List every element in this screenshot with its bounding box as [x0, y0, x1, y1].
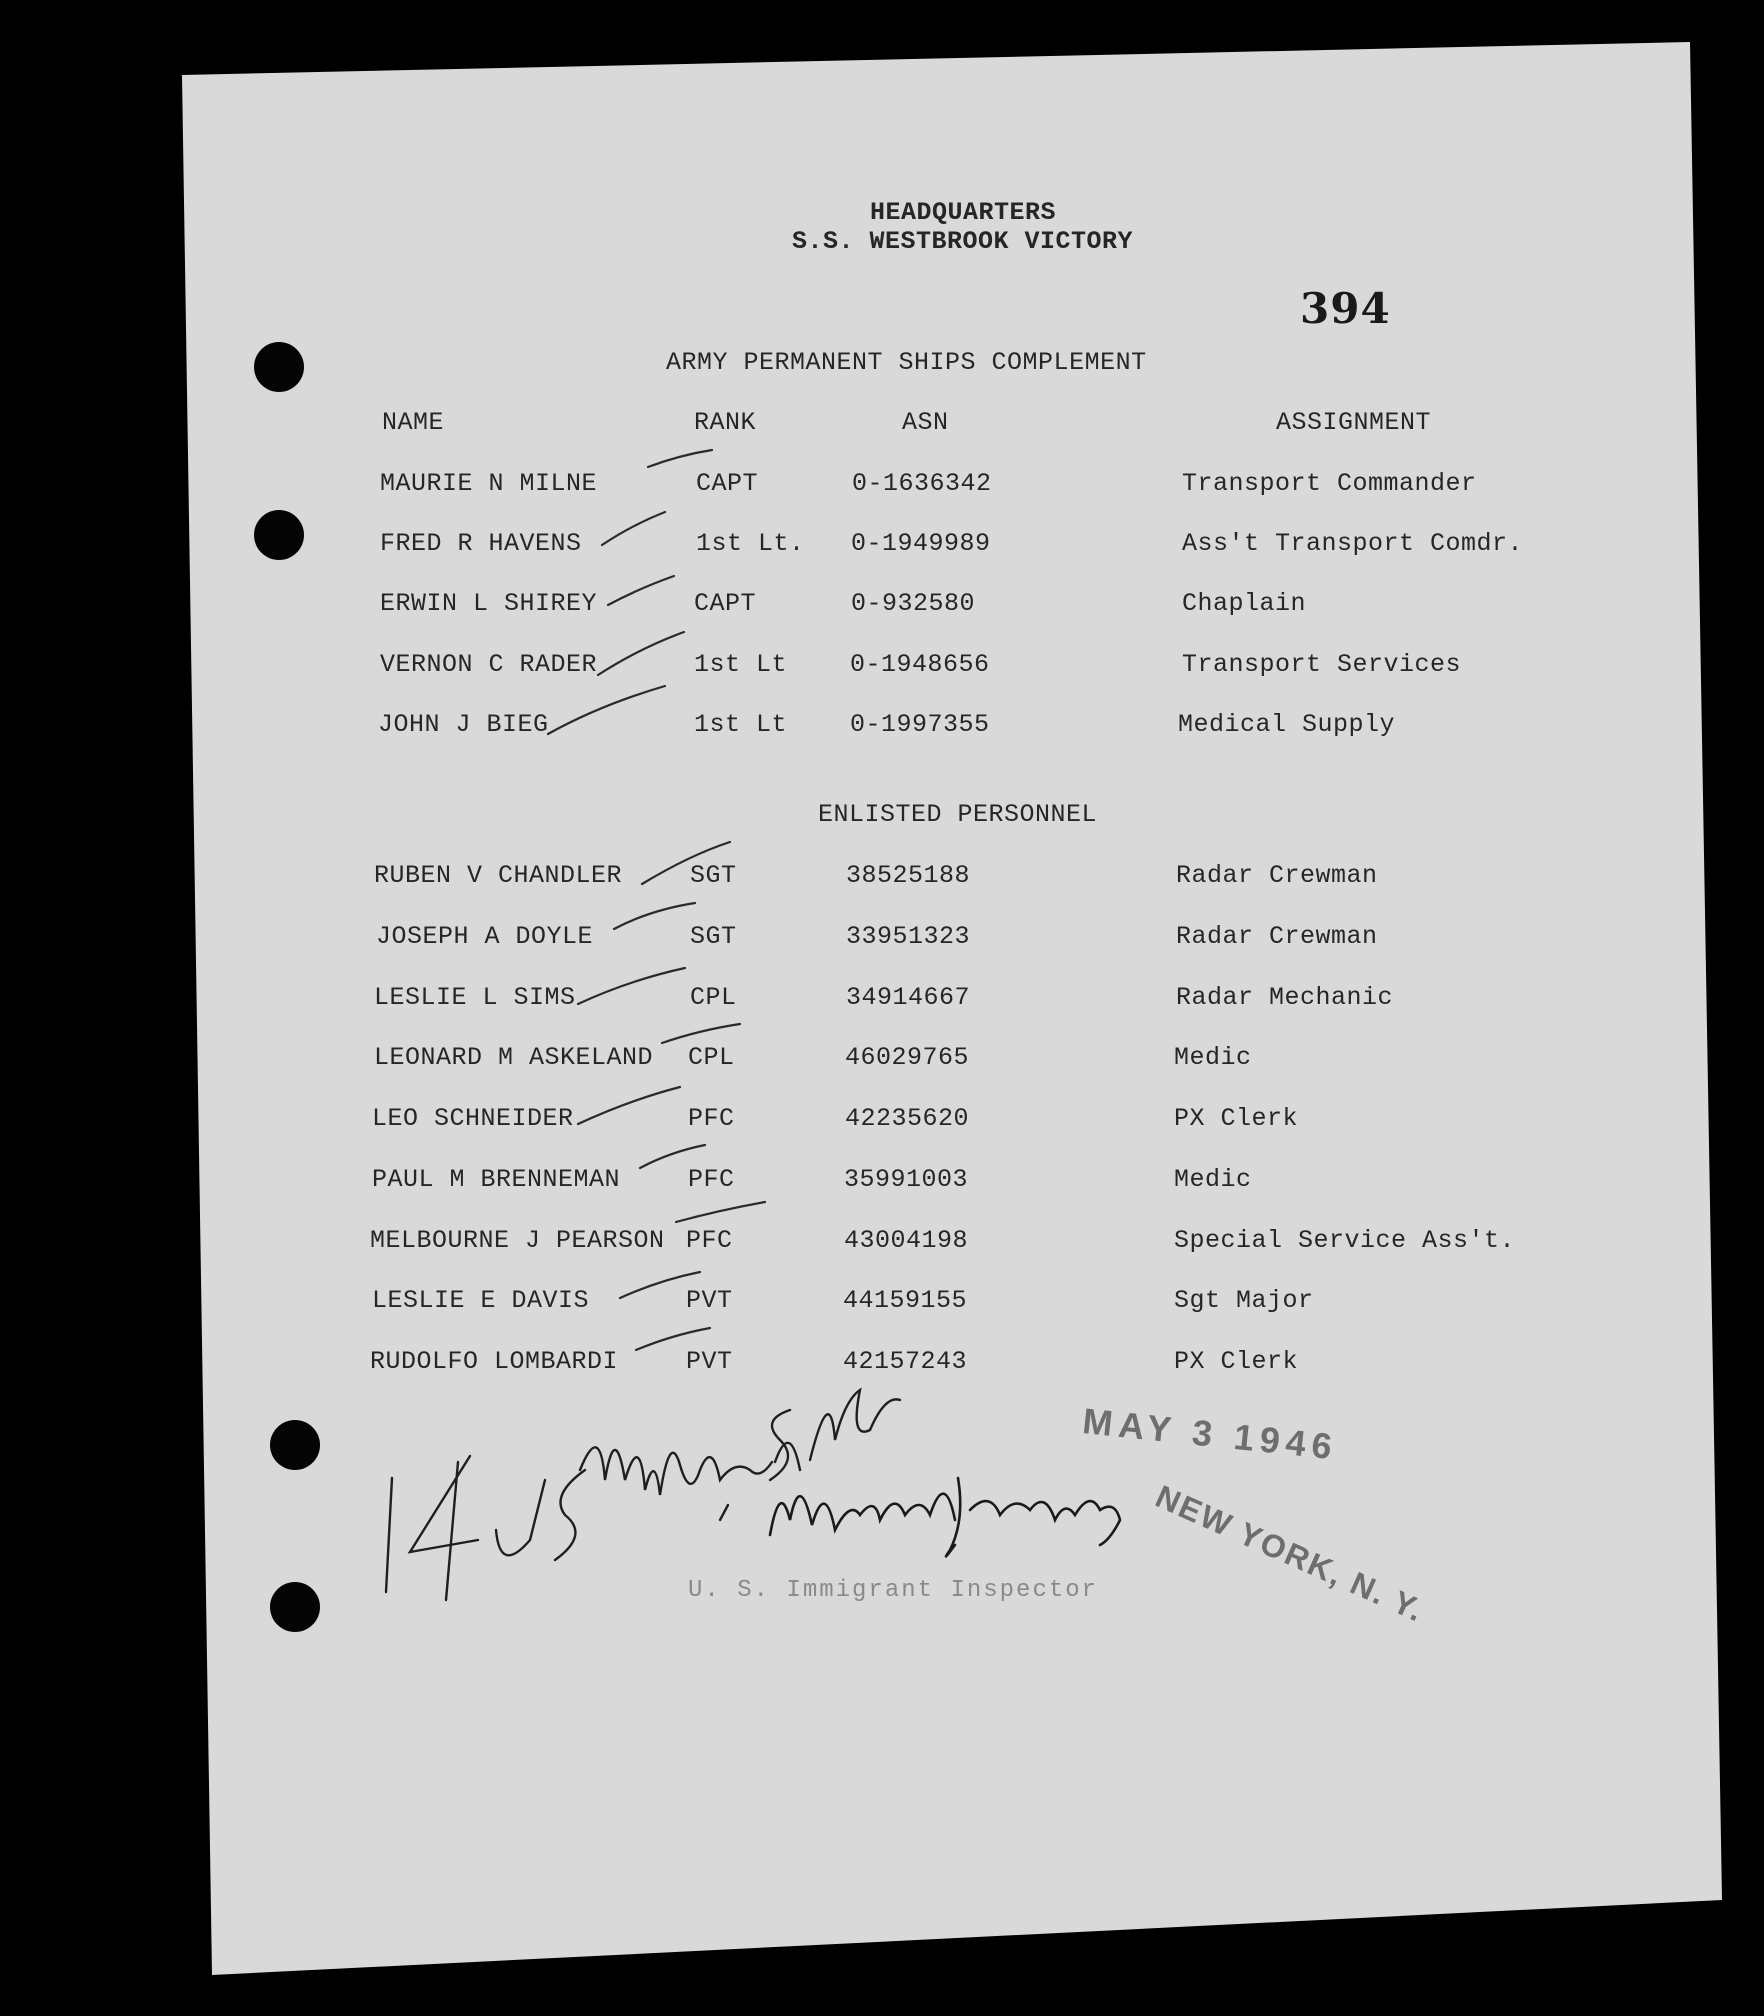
- punch-hole: [270, 1582, 320, 1632]
- enlisted-asn: 42157243: [843, 1347, 968, 1376]
- enlisted-assignment: Radar Crewman: [1176, 922, 1378, 951]
- enlisted-assignment: Medic: [1174, 1165, 1252, 1194]
- enlisted-asn: 46029765: [845, 1043, 970, 1072]
- enlisted-section-title: ENLISTED PERSONNEL: [818, 800, 1098, 829]
- enlisted-name: LESLIE L SIMS: [374, 983, 576, 1012]
- enlisted-asn: 33951323: [846, 922, 971, 951]
- place-stamp: NEW YORK, N. Y.: [1150, 1478, 1431, 1629]
- officer-rank: 1st Lt: [694, 650, 788, 679]
- officer-asn: 0-1636342: [852, 469, 992, 498]
- column-header-assignment: ASSIGNMENT: [1276, 408, 1432, 437]
- officer-assignment: Transport Commander: [1182, 469, 1477, 498]
- enlisted-asn: 35991003: [844, 1165, 969, 1194]
- enlisted-assignment: Sgt Major: [1174, 1286, 1314, 1315]
- page-number: 394: [1300, 284, 1391, 333]
- enlisted-assignment: Special Service Ass't.: [1174, 1226, 1516, 1255]
- enlisted-assignment: Medic: [1174, 1043, 1252, 1072]
- enlisted-assignment: Radar Mechanic: [1176, 983, 1394, 1012]
- officer-name: MAURIE N MILNE: [380, 469, 598, 498]
- enlisted-asn: 43004198: [844, 1226, 969, 1255]
- enlisted-rank: PVT: [686, 1347, 733, 1376]
- header-line-2: S.S. WESTBROOK VICTORY: [792, 227, 1134, 256]
- officer-name: FRED R HAVENS: [380, 529, 582, 558]
- enlisted-assignment: PX Clerk: [1174, 1347, 1299, 1376]
- officer-rank: 1st Lt.: [696, 529, 805, 558]
- enlisted-rank: PFC: [686, 1226, 733, 1255]
- officer-asn: 0-932580: [851, 589, 976, 618]
- header-line-1: HEADQUARTERS: [870, 198, 1057, 227]
- officer-name: VERNON C RADER: [380, 650, 598, 679]
- enlisted-rank: CPL: [690, 983, 737, 1012]
- date-stamp: MAY 3 1946: [1080, 1400, 1340, 1468]
- officer-name: ERWIN L SHIREY: [380, 589, 598, 618]
- officer-asn: 0-1949989: [851, 529, 991, 558]
- officer-asn: 0-1997355: [850, 710, 990, 739]
- enlisted-name: JOSEPH A DOYLE: [376, 922, 594, 951]
- enlisted-name: LEONARD M ASKELAND: [374, 1043, 654, 1072]
- punch-hole: [254, 510, 304, 560]
- officer-rank: CAPT: [694, 589, 757, 618]
- enlisted-assignment: PX Clerk: [1174, 1104, 1299, 1133]
- column-header-name: NAME: [382, 408, 445, 437]
- enlisted-asn: 44159155: [843, 1286, 968, 1315]
- enlisted-asn: 42235620: [845, 1104, 970, 1133]
- officer-assignment: Chaplain: [1182, 589, 1307, 618]
- enlisted-name: MELBOURNE J PEARSON: [370, 1226, 665, 1255]
- officer-rank: CAPT: [696, 469, 759, 498]
- punch-hole: [270, 1420, 320, 1470]
- column-header-rank: RANK: [694, 408, 757, 437]
- section-title: ARMY PERMANENT SHIPS COMPLEMENT: [666, 348, 1147, 377]
- enlisted-rank: CPL: [688, 1043, 735, 1072]
- enlisted-name: RUDOLFO LOMBARDI: [370, 1347, 619, 1376]
- enlisted-asn: 38525188: [846, 861, 971, 890]
- column-header-asn: ASN: [902, 408, 949, 437]
- enlisted-rank: SGT: [690, 922, 737, 951]
- enlisted-assignment: Radar Crewman: [1176, 861, 1378, 890]
- enlisted-rank: PFC: [688, 1104, 735, 1133]
- officer-rank: 1st Lt: [694, 710, 788, 739]
- enlisted-rank: PVT: [686, 1286, 733, 1315]
- inspector-label: U. S. Immigrant Inspector: [688, 1577, 1099, 1604]
- enlisted-name: LEO SCHNEIDER: [372, 1104, 574, 1133]
- enlisted-name: LESLIE E DAVIS: [372, 1286, 590, 1315]
- enlisted-rank: SGT: [690, 861, 737, 890]
- enlisted-name: PAUL M BRENNEMAN: [372, 1165, 621, 1194]
- officer-assignment: Ass't Transport Comdr.: [1182, 529, 1524, 558]
- officer-name: JOHN J BIEG: [378, 710, 549, 739]
- officer-assignment: Transport Services: [1182, 650, 1462, 679]
- officer-assignment: Medical Supply: [1178, 710, 1396, 739]
- enlisted-name: RUBEN V CHANDLER: [374, 861, 623, 890]
- enlisted-rank: PFC: [688, 1165, 735, 1194]
- enlisted-asn: 34914667: [846, 983, 971, 1012]
- officer-asn: 0-1948656: [850, 650, 990, 679]
- punch-hole: [254, 342, 304, 392]
